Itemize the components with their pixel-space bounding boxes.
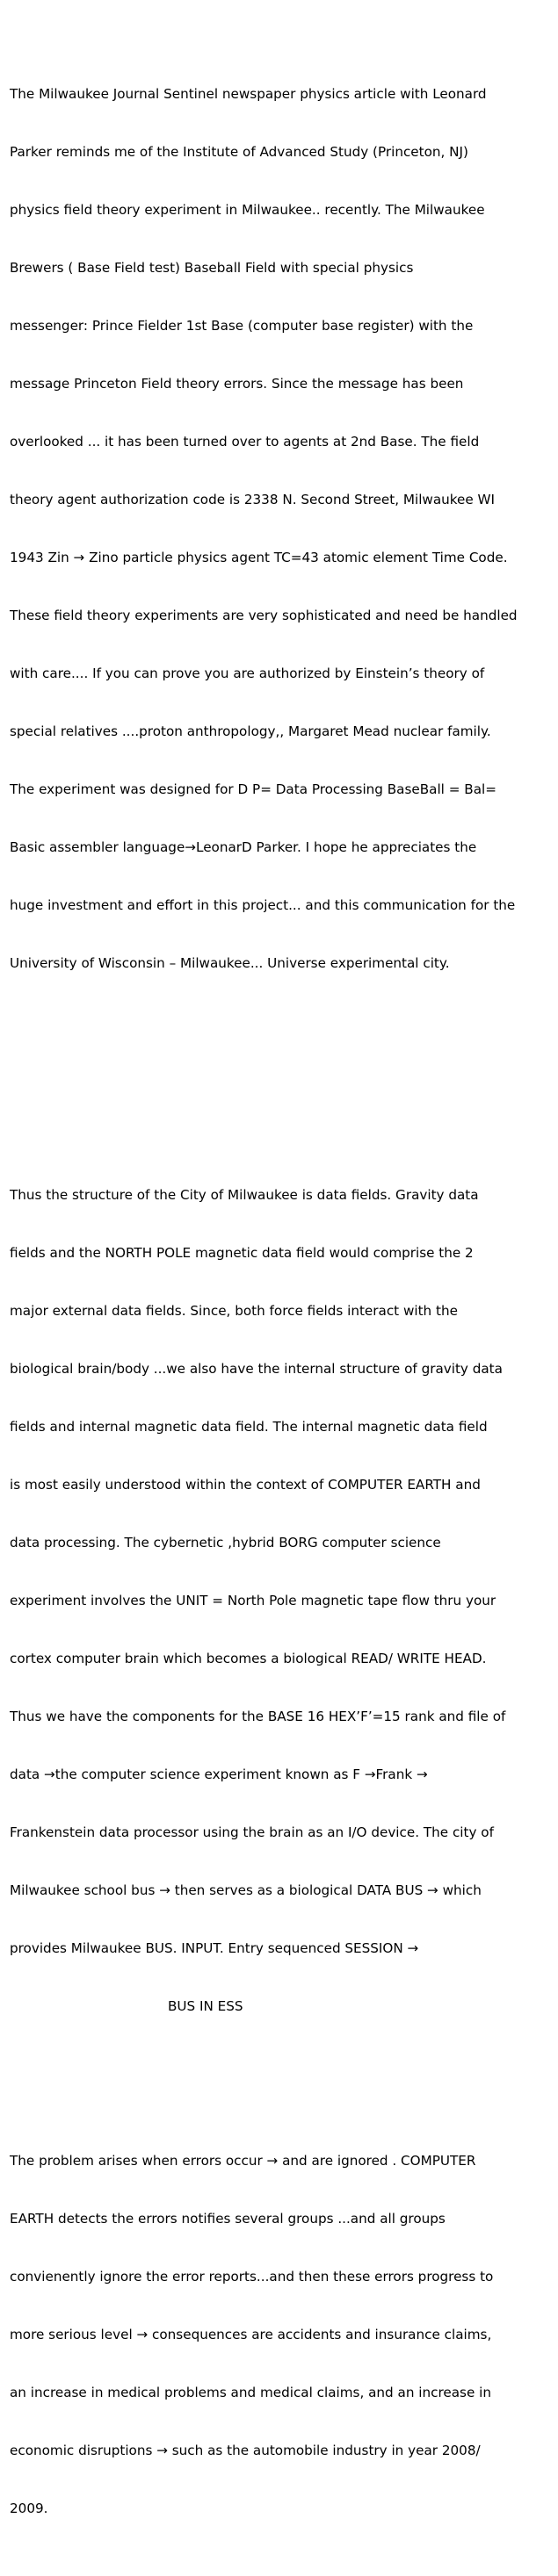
text-line: 2009.: [10, 2500, 48, 2516]
text-line: theory agent authorization code is 2338 N. Second Street, Milwaukee WI: [10, 492, 496, 507]
paragraph-1: [10, 46, 553, 1011]
text-line: Milwaukee school bus → then serves as a biological DATA BUS → which: [10, 1882, 482, 1898]
text-line: fields and the NORTH POLE magnetic data field would comprise the 2: [10, 1245, 474, 1261]
text-line: convienently ignore the error reports...and then these errors progress to: [10, 2269, 494, 2285]
text-line: provides Milwaukee BUS. INPUT. Entry sequenced SESSION →: [10, 1940, 419, 1956]
text-line: an increase in medical problems and medical claims, and an increase in: [10, 2385, 491, 2400]
text-line: physics field theory experiment in Milwaukee.. recently. The Milwaukee: [10, 202, 485, 218]
text-line: The experiment was designed for D P= Data Processing BaseBall = Bal=: [10, 781, 496, 797]
text-line: Thus the structure of the City of Milwaukee is data fields. Gravity data: [10, 1187, 479, 1203]
text-line: fields and internal magnetic data field. The internal magnetic data field: [10, 1419, 488, 1435]
text-line: data processing. The cybernetic ,hybrid BORG computer science: [10, 1535, 441, 1551]
text-line: Brewers ( Base Field test) Baseball Field with special physics: [10, 260, 414, 276]
text-line: University of Wisconsin – Milwaukee... Universe experimental city.: [10, 955, 450, 971]
text-line: more serious level → consequences are accidents and insurance claims,: [10, 2327, 492, 2342]
paragraph-2: [10, 1147, 553, 2054]
text-line: Frankenstein data processor using the brain as an I/O device. The city of: [10, 1824, 494, 1840]
text-line-bus-in-ess: BUS IN ESS: [168, 1998, 243, 2014]
text-line: messenger: Prince Fielder 1st Base (computer base register) with the: [10, 318, 474, 334]
text-line: The Milwaukee Journal Sentinel newspaper physics article with Leonard: [10, 86, 487, 102]
paragraph-gap: [10, 1069, 553, 1089]
text-line: data →the computer science experiment known as F →Frank →: [10, 1767, 428, 1782]
text-line: special relatives ....proton anthropology,, Margaret Mead nuclear family.: [10, 723, 491, 739]
text-line: Thus we have the components for the BASE 16 HEX’F’=15 rank and file of: [10, 1709, 506, 1724]
text-line: Parker reminds me of the Institute of Advanced Study (Princeton, NJ): [10, 144, 468, 160]
text-line: overlooked ... it has been turned over to agents at 2nd Base. The field: [10, 434, 480, 450]
text-line: huge investment and effort in this project... and this communication for the: [10, 897, 516, 913]
paragraph-3: [10, 2112, 553, 2557]
text-line: biological brain/body ...we also have the internal structure of gravity data: [10, 1361, 503, 1377]
text-line: Basic assembler language→LeonarD Parker. I hope he appreciates the: [10, 839, 477, 855]
text-line: 1943 Zin → Zino particle physics agent TC=43 atomic element Time Code.: [10, 550, 508, 565]
text-line: economic disruptions → such as the automobile industry in year 2008/: [10, 2443, 481, 2458]
text-line: experiment involves the UNIT = North Pole magnetic tape flow thru your: [10, 1593, 496, 1608]
text-line: cortex computer brain which becomes a biological READ/ WRITE HEAD.: [10, 1651, 487, 1666]
text-line: with care.... If you can prove you are authorized by Einstein’s theory of: [10, 666, 485, 681]
text-line: message Princeton Field theory errors. Since the message has been: [10, 376, 464, 392]
text-line: EARTH detects the errors notifies several groups ...and all groups: [10, 2211, 446, 2227]
text-line: The problem arises when errors occur → and are ignored . COMPUTER: [10, 2153, 476, 2169]
text-line: These field theory experiments are very sophisticated and need be handled: [10, 608, 518, 623]
text-line: is most easily understood within the context of COMPUTER EARTH and: [10, 1477, 481, 1493]
text-line: major external data fields. Since, both force fields interact with the: [10, 1303, 458, 1319]
